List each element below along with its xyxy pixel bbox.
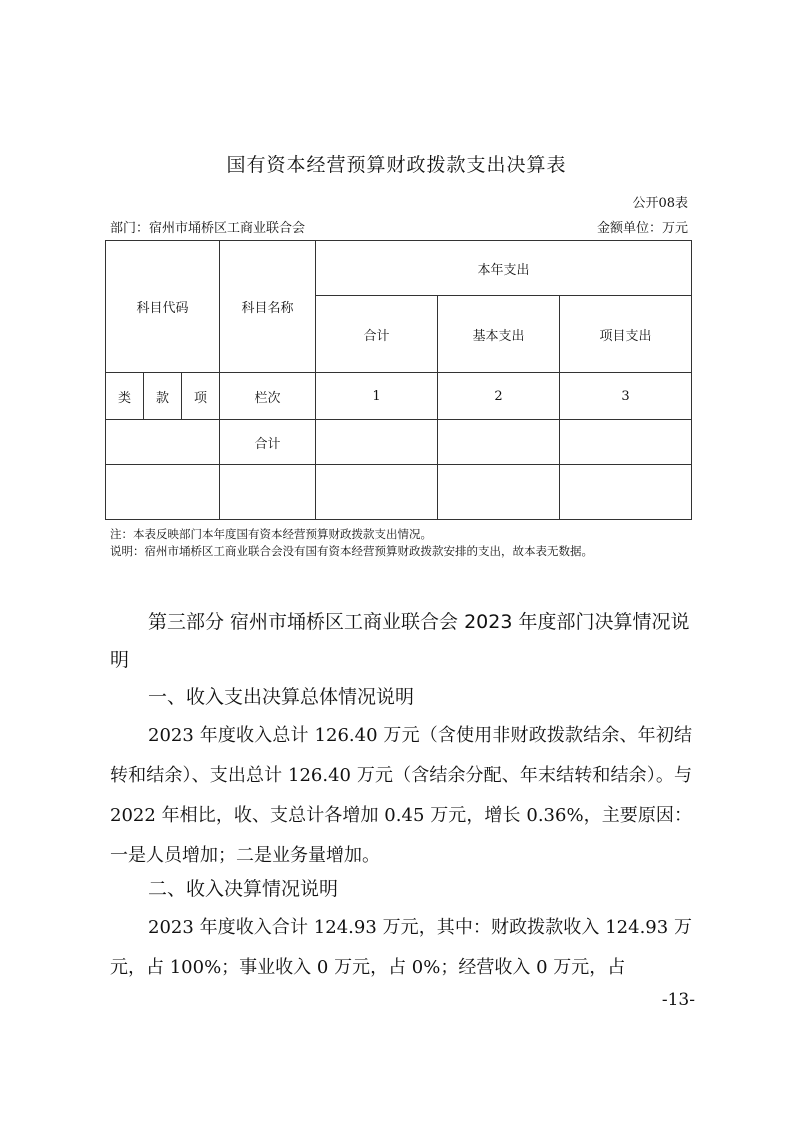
subheading-income: 二、收入决算情况说明 bbox=[148, 878, 339, 900]
amount-unit-label: 金额单位：万元 bbox=[596, 221, 688, 236]
header-subject-name: 科目名称 bbox=[220, 241, 316, 373]
column-number-2: 2 bbox=[438, 373, 560, 420]
header-subject-code: 科目代码 bbox=[106, 241, 220, 373]
table-explanation: 说明：宿州市埇桥区工商业联合会没有国有资本经营预算财政拨款安排的支出，故本表无数据。 bbox=[110, 544, 593, 558]
header-lei: 类 bbox=[106, 373, 144, 420]
empty-row-code-cell bbox=[106, 465, 220, 520]
page-number: -13- bbox=[661, 990, 695, 1010]
header-kuan: 款 bbox=[144, 373, 182, 420]
header-year-expense: 本年支出 bbox=[316, 241, 692, 296]
row-lanci-label: 栏次 bbox=[220, 373, 316, 420]
header-basic-expense: 基本支出 bbox=[438, 296, 560, 373]
total-row-basic-cell bbox=[438, 420, 560, 465]
empty-row-basic-cell bbox=[438, 465, 560, 520]
empty-row-total-cell bbox=[316, 465, 438, 520]
department-label: 部门：宿州市埇桥区工商业联合会 bbox=[110, 221, 306, 236]
header-project-expense: 项目支出 bbox=[560, 296, 692, 373]
paragraph-income: 2023 年度收入合计 124.93 万元，其中：财政拨款收入 124.93 万元，占 100%；事业收入 0 万元，占 0%；经营收入 0 万元，占 bbox=[110, 917, 692, 978]
column-number-3: 3 bbox=[560, 373, 692, 420]
subheading-income-expense-overview: 一、收入支出决算总体情况说明 bbox=[148, 686, 415, 708]
form-number: 公开08表 bbox=[632, 196, 688, 211]
expenditure-table bbox=[105, 240, 692, 520]
header-xiang: 项 bbox=[182, 373, 220, 420]
total-row-code-cell bbox=[106, 420, 220, 465]
total-row-project-cell bbox=[560, 420, 692, 465]
total-row-total-cell bbox=[316, 420, 438, 465]
table-note: 注：本表反映部门本年度国有资本经营预算财政拨款支出情况。 bbox=[110, 527, 432, 541]
column-number-1: 1 bbox=[316, 373, 438, 420]
table-title: 国有资本经营预算财政拨款支出决算表 bbox=[226, 154, 567, 176]
header-total: 合计 bbox=[316, 296, 438, 373]
empty-row-project-cell bbox=[560, 465, 692, 520]
total-row-label: 合计 bbox=[220, 420, 316, 465]
empty-row-name-cell bbox=[220, 465, 316, 520]
paragraph-income-expense-overview: 2023 年度收入总计 126.40 万元（含使用非财政拨款结余、年初结转和结余）、支出总计 126.40 万元（含结余分配、年末结转和结余）。与 2022 年相比，收、支总计各增加 0.45 万元，增长 0.36%，主要原因：一是人员增加；二是业务量增加。 bbox=[110, 725, 692, 866]
section-heading: 第三部分 宿州市埇桥区工商业联合会 2023 年度部门决算情况说明 bbox=[110, 611, 690, 671]
